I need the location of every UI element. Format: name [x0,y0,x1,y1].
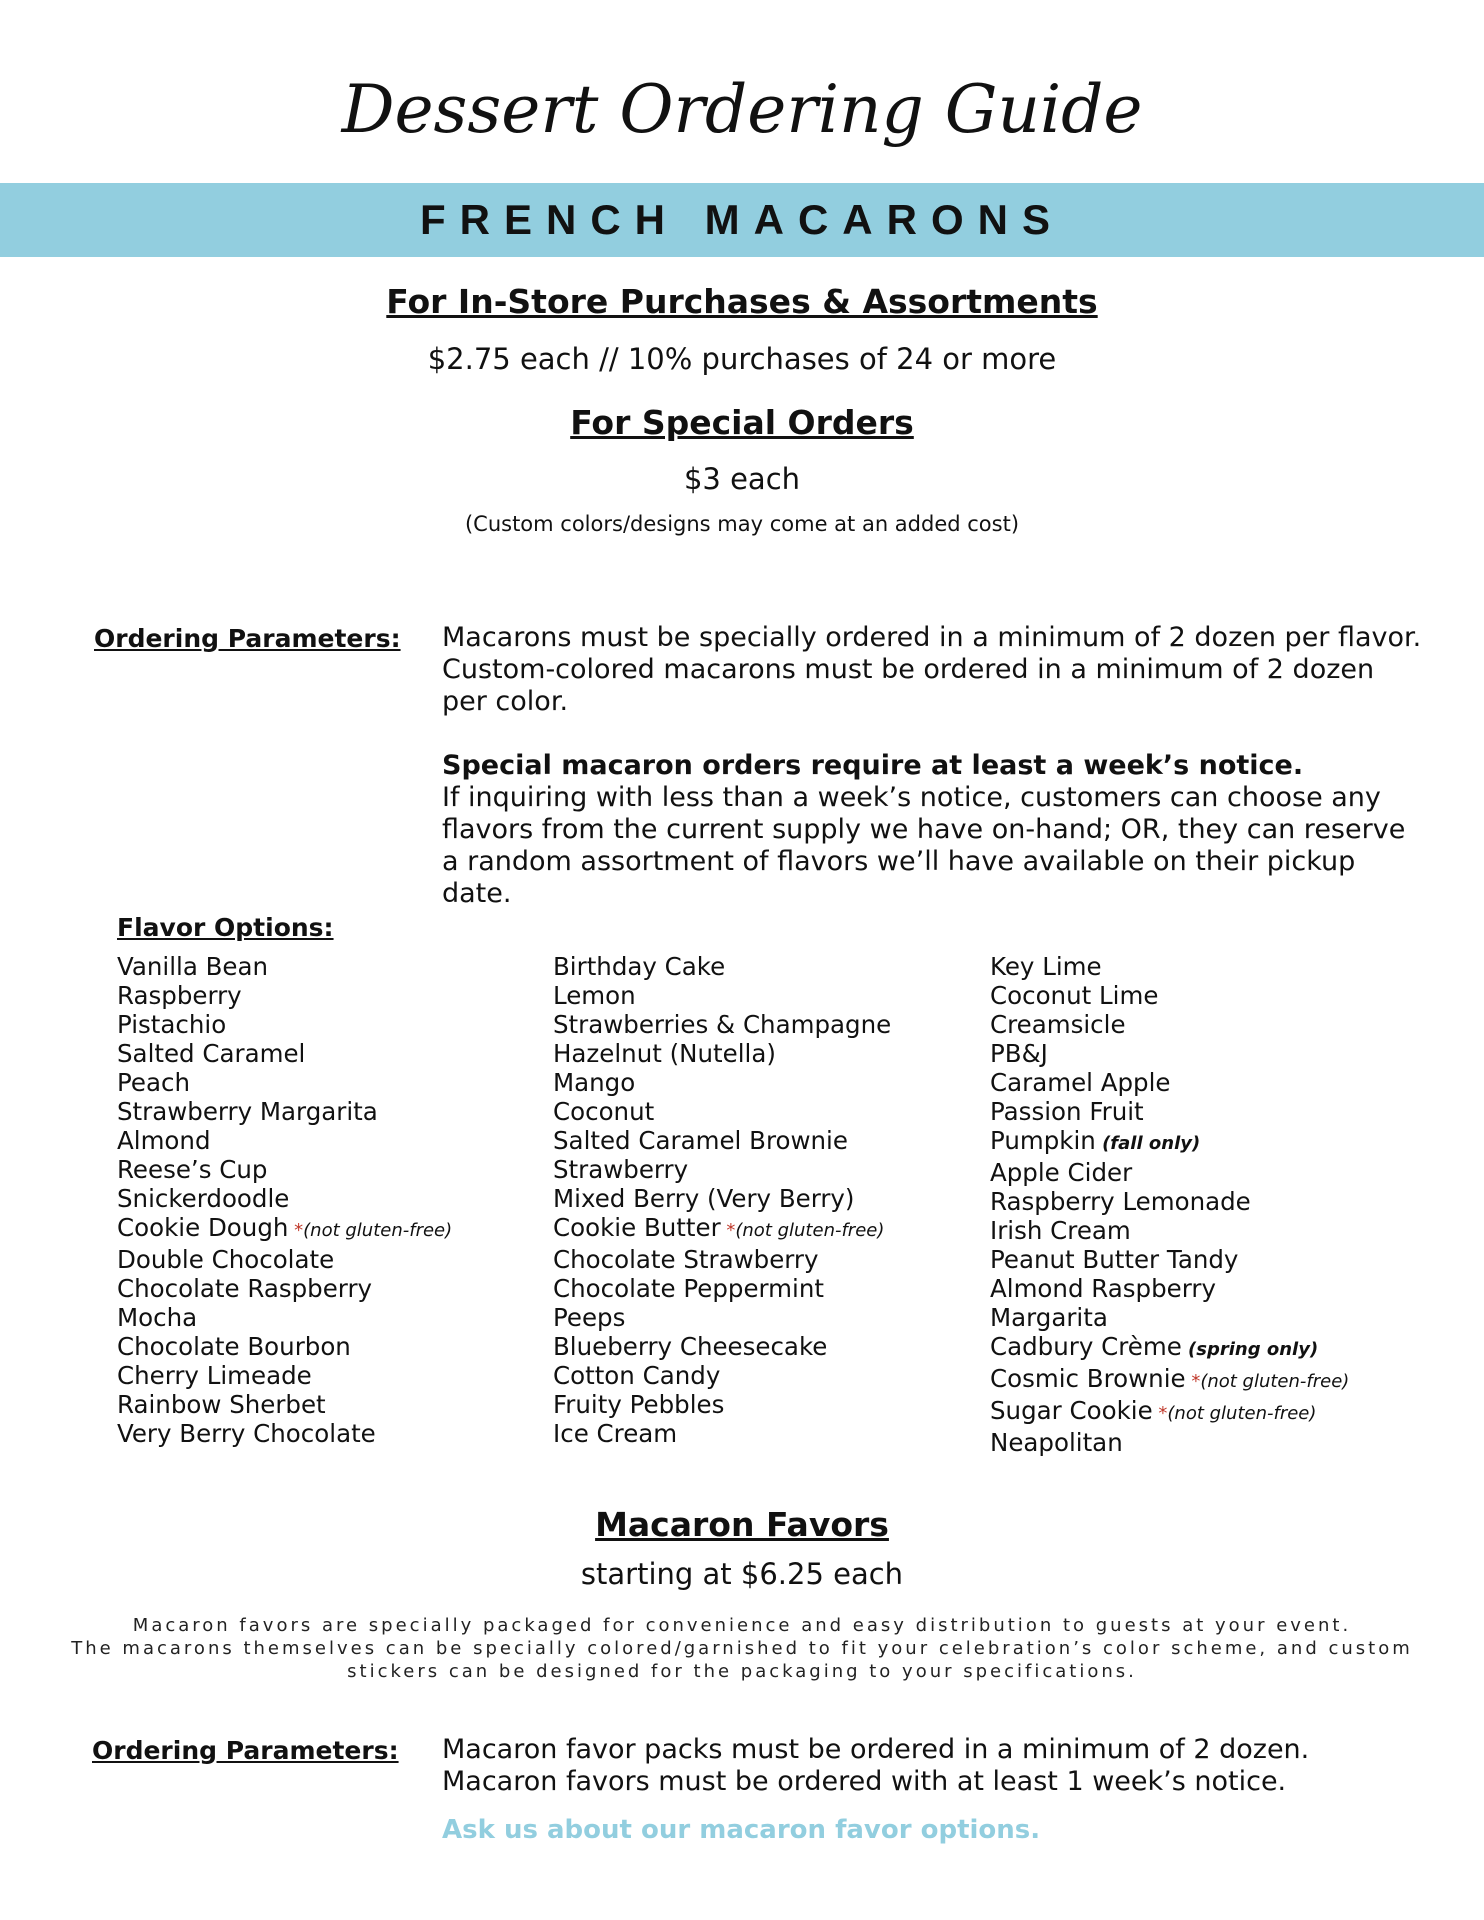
flavor-item [117,1213,547,1245]
flavor-item [990,1428,1420,1457]
flavor-name: Fruity Pebbles [553,1390,725,1419]
flavor-item [553,1361,983,1390]
notice-block [442,750,1422,910]
flavor-name: Raspberry Lemonade [990,1187,1251,1216]
flavor-item [990,1245,1420,1274]
flavor-item [990,1274,1420,1303]
notice-heading: Special macaron orders require at least a week’s notice. [442,750,1304,781]
flavor-item [553,1068,983,1097]
flavor-item [117,1068,547,1097]
flavor-item [117,1274,547,1303]
flavor-item [990,1039,1420,1068]
flavor-name: Snickerdoodle [117,1184,290,1213]
flavor-item [553,1332,983,1361]
flavor-item [117,1332,547,1361]
in-store-price: $2.75 each // 10% purchases of 24 or more [427,342,1057,376]
flavor-item [990,981,1420,1010]
flavor-name: Peanut Butter Tandy [990,1245,1239,1274]
flavor-item [553,1390,983,1419]
flavor-item [990,1364,1420,1396]
flavor-name: Strawberries & Champagne [553,1010,892,1039]
favor-ordering-text [442,1734,1422,1798]
flavor-column-1 [117,952,547,1448]
flavor-item [553,981,983,1010]
flavor-item [990,1303,1420,1332]
favors-price: starting at $6.25 each [580,1557,904,1591]
special-orders-price: $3 each [683,462,801,496]
flavor-item [117,981,547,1010]
in-store-heading: For In-Store Purchases & Assortments [386,282,1098,321]
flavor-item [990,1010,1420,1039]
flavor-name: Cotton Candy [553,1361,721,1390]
flavor-name: Almond Raspberry [990,1274,1216,1303]
flavor-name: Pistachio [117,1010,227,1039]
flavor-name: Creamsicle [990,1010,1126,1039]
flavor-item [990,1068,1420,1097]
flavor-name: Sugar Cookie [990,1396,1153,1425]
flavor-name: Mocha [117,1303,198,1332]
flavor-name: Caramel Apple [990,1068,1171,1097]
flavor-name: Cookie Dough [117,1213,289,1242]
flavor-name: Almond [117,1126,211,1155]
flavor-item [553,952,983,981]
flavor-name: Cookie Butter [553,1213,721,1242]
flavor-name: Very Berry Chocolate [117,1419,376,1448]
flavor-name: Mixed Berry (Very Berry) [553,1184,855,1213]
flavor-item [117,952,547,981]
flavor-name: Cherry Limeade [117,1361,312,1390]
favor-ordering-line: Macaron favor packs must be ordered in a minimum of 2 dozen. [442,1734,1310,1765]
flavor-name: Blueberry Cheesecake [553,1332,828,1361]
favor-ordering-line: Macaron favors must be ordered with at least 1 week’s notice. [442,1766,1287,1797]
favors-description [0,1614,1484,1683]
gluten-note: *(not gluten-free) [726,1220,885,1241]
flavor-options-label: Flavor Options: [117,913,334,942]
flavor-name: Lemon [553,981,636,1010]
special-orders-heading: For Special Orders [570,403,914,442]
flavor-item [553,1010,983,1039]
flavor-item [553,1419,983,1448]
flavor-item [117,1303,547,1332]
flavor-item [553,1126,983,1155]
flavor-name: Apple Cider [990,1158,1133,1187]
flavor-name: Strawberry Margarita [117,1097,378,1126]
flavor-item [990,1158,1420,1187]
flavor-item [117,1155,547,1184]
section-title: FRENCH MACARONS [420,196,1064,243]
gluten-note: *(not gluten-free) [1191,1371,1350,1392]
gluten-note: *(not gluten-free) [1158,1403,1317,1424]
flavor-item [117,1245,547,1274]
flavor-name: Mango [553,1068,636,1097]
flavor-name: Ice Cream [553,1419,678,1448]
special-orders-note: (Custom colors/designs may come at an added cost) [464,512,1020,536]
notice-text: If inquiring with less than a week’s notice, customers can choose any flavors from the current supply we have on-hand; OR, they can reserve a random assortment of flavors we’ll have available on their pickup date. [442,782,1406,909]
flavor-item [117,1126,547,1155]
flavor-name: Pumpkin [990,1126,1096,1155]
flavor-name: Passion Fruit [990,1097,1144,1126]
flavor-item [553,1303,983,1332]
flavor-name: Raspberry [117,981,242,1010]
flavor-item [553,1184,983,1213]
flavor-name: Key Lime [990,952,1102,981]
flavor-name: Salted Caramel [117,1039,306,1068]
flavor-name: Double Chocolate [117,1245,335,1274]
flavor-column-3 [990,952,1420,1457]
favors-description-line: The macarons themselves can be specially colored/garnished to fit your celebration’s color scheme, and custom [71,1638,1413,1659]
flavor-name: Birthday Cake [553,952,726,981]
flavor-name: Chocolate Raspberry [117,1274,373,1303]
favor-ordering-parameters-label: Ordering Parameters: [92,1736,399,1765]
flavor-name: Peeps [553,1303,626,1332]
flavor-item [990,1126,1420,1158]
flavor-name: Salted Caramel Brownie [553,1126,848,1155]
flavor-item [553,1245,983,1274]
flavor-name: Coconut Lime [990,981,1159,1010]
flavor-item [117,1390,547,1419]
flavor-column-2 [553,952,983,1448]
season-note: (spring only) [1181,1339,1319,1360]
ordering-parameters-text: Macarons must be specially ordered in a minimum of 2 dozen per flavor. Custom-colored macarons must be ordered in a minimum of 2 dozen per color. [442,622,1422,717]
favors-description-line: stickers can be designed for the packaging to your specifications. [347,1661,1137,1682]
flavor-item [990,1216,1420,1245]
flavor-name: Margarita [990,1303,1108,1332]
flavor-name: Rainbow Sherbet [117,1390,326,1419]
flavor-item [117,1039,547,1068]
flavor-item [117,1184,547,1213]
flavor-name: Peach [117,1068,190,1097]
flavor-item [117,1010,547,1039]
flavor-item [990,952,1420,981]
ask-about-favors: Ask us about our macaron favor options. [442,1815,1041,1845]
flavor-item [117,1419,547,1448]
flavor-item [990,1187,1420,1216]
flavor-name: Cosmic Brownie [990,1364,1186,1393]
flavor-name: Strawberry [553,1155,689,1184]
flavor-item [117,1361,547,1390]
flavor-name: Chocolate Bourbon [117,1332,351,1361]
flavor-item [553,1213,983,1245]
flavor-item [553,1274,983,1303]
flavor-name: Chocolate Peppermint [553,1274,824,1303]
flavor-item [553,1155,983,1184]
flavor-name: Chocolate Strawberry [553,1245,819,1274]
flavor-name: Cadbury Crème [990,1332,1182,1361]
gluten-note: *(not gluten-free) [294,1220,453,1241]
flavor-name: Coconut [553,1097,655,1126]
flavor-name: PB&J [990,1039,1048,1068]
flavor-item [117,1097,547,1126]
favors-heading: Macaron Favors [595,1505,889,1544]
ordering-parameters-label: Ordering Parameters: [94,624,401,653]
flavor-name: Hazelnut (Nutella) [553,1039,776,1068]
flavor-item [553,1039,983,1068]
flavor-item [990,1332,1420,1364]
flavor-name: Irish Cream [990,1216,1131,1245]
flavor-item [553,1097,983,1126]
flavor-item [990,1097,1420,1126]
flavor-name: Vanilla Bean [117,952,269,981]
flavor-name: Reese’s Cup [117,1155,268,1184]
season-note: (fall only) [1095,1133,1201,1154]
page-title: Dessert Ordering Guide [341,71,1143,148]
flavor-item [990,1396,1420,1428]
favors-description-line: Macaron favors are specially packaged for convenience and easy distribution to guests at your event. [132,1615,1352,1636]
flavor-name: Neapolitan [990,1428,1123,1457]
